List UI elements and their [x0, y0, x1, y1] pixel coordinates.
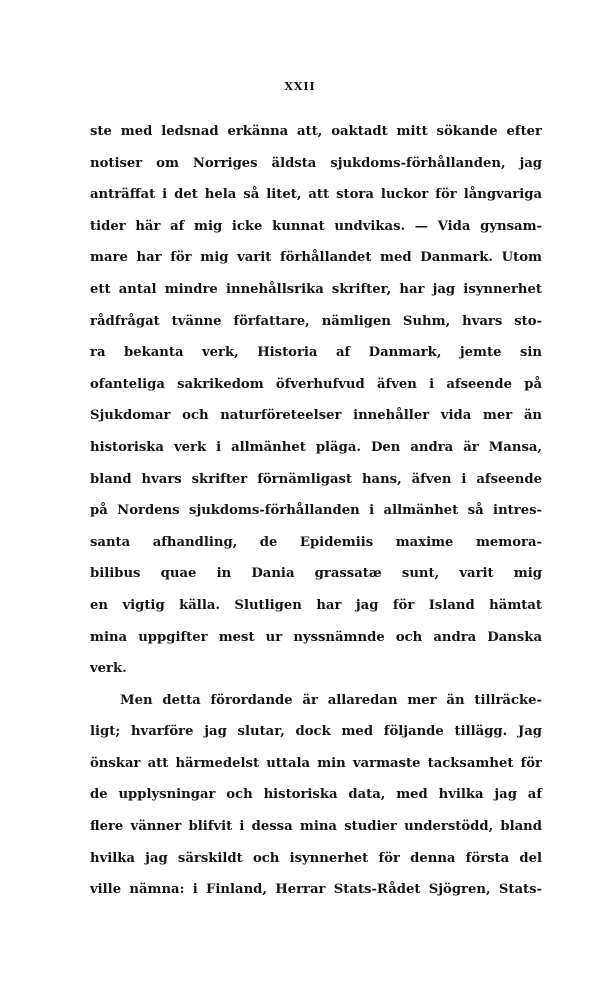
text-line: mare har för mig varit förhållandet med Danmark. Utom	[90, 250, 542, 266]
text-line: historiska verk i allmänhet pläga. Den andra är Mansa,	[90, 439, 542, 455]
page-number: XXII	[284, 80, 316, 93]
text-line: hvilka jag särskildt och isynnerhet för denna första del	[90, 850, 542, 866]
text-line: verk.	[90, 661, 127, 677]
text-line: ra bekanta verk, Historia af Danmark, jemte sin	[90, 345, 542, 361]
text-line: notiser om Norriges äldsta sjukdoms-förhållanden, jag	[90, 155, 542, 171]
text-line: Sjukdomar och naturföreteelser innehåller vida mer än	[90, 408, 542, 424]
text-line: en vigtig källa. Slutligen har jag för Island hämtat	[90, 597, 542, 613]
text-line: bland hvars skrifter förnämligast hans, äfven i afseende	[90, 471, 542, 487]
text-line: Men detta förordande är allaredan mer än tillräcke-	[120, 692, 542, 708]
text-line: tider här af mig icke kunnat undvikas. — Vida gynsam-	[90, 218, 542, 234]
text-line: ofanteliga sakrikedom öfverhufvud äfven i afseende på	[90, 376, 542, 392]
text-line: flere vänner blifvit i dessa mina studier understödd, bland	[90, 819, 542, 835]
text-line: på Nordens sjukdoms-förhållanden i allmänhet så intres-	[90, 503, 542, 519]
text-line: rådfrågat tvänne författare, nämligen Suhm, hvars sto-	[90, 313, 542, 329]
text-line: ste med ledsnad erkänna att, oaktadt mitt sökande efter	[90, 124, 542, 139]
text-line: anträffat i det hela så litet, att stora luckor för långvariga	[90, 187, 542, 203]
text-line: bilibus quae in Dania grassatæ sunt, varit mig	[90, 566, 542, 582]
text-line: de upplysningar och historiska data, med hvilka jag af	[90, 787, 542, 803]
body-text	[90, 116, 542, 906]
text-line: önskar att härmedelst uttala min varmaste tacksamhet för	[90, 755, 542, 771]
text-line: ville nämna: i Finland, Herrar Stats-Rådet Sjögren, Stats-	[90, 882, 542, 898]
text-line: ligt; hvarföre jag slutar, dock med följande tillägg. Jag	[90, 724, 542, 740]
text-line: mina uppgifter mest ur nyssnämnde och andra Danska	[90, 629, 542, 645]
text-line: ett antal mindre innehållsrika skrifter, har jag isynnerhet	[90, 281, 542, 297]
text-line: santa afhandling, de Epidemiis maxime memora-	[90, 534, 542, 550]
